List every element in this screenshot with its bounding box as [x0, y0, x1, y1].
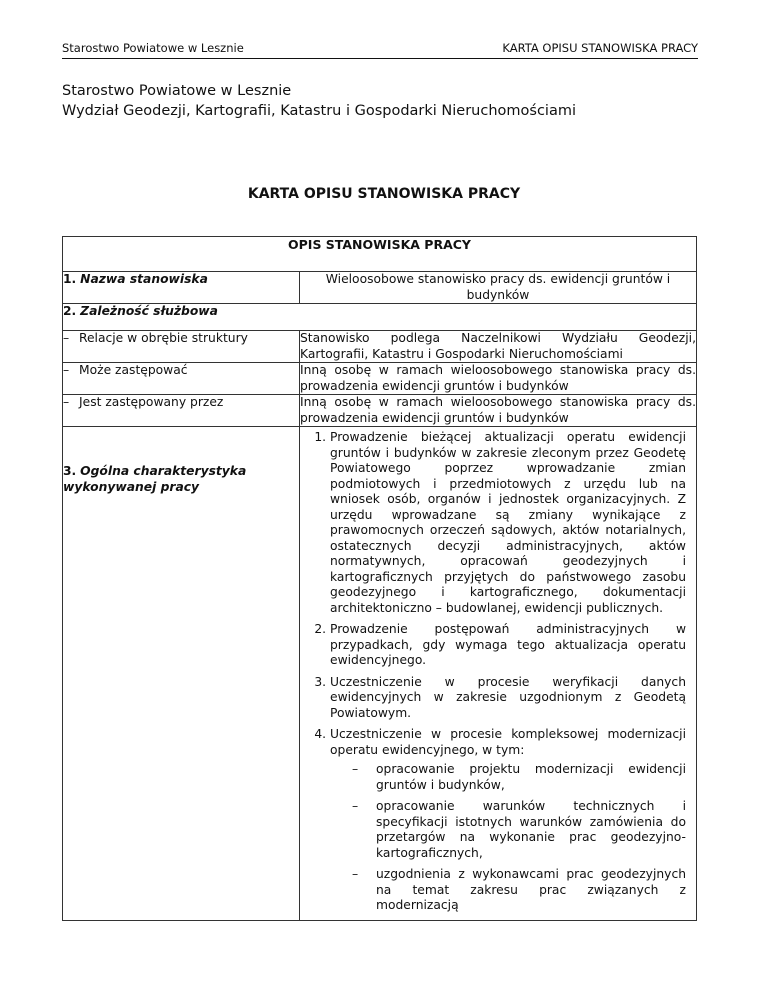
section-3-label	[63, 427, 300, 921]
dash-marker: –	[63, 395, 70, 409]
replaced-by-label-text: Jest zastępowany przez	[79, 395, 224, 409]
table-heading: OPIS STANOWISKA PRACY	[63, 237, 697, 272]
section-3-row	[63, 427, 697, 921]
replaced-by-row	[63, 395, 697, 427]
list-item: 1. Prowadzenie bieżącej aktualizacji operatu ewidencji gruntów i budynków w zakresie zleconym przez Geodetę Powiatowego poprzez wprowadzanie zmian podmiotowych i przedmiotowych z urzędu lub na wniosek osób, organów i jednostek organizacyjnych. Z urzędu wprowadzane są zmiany wynikające z prawomocnych orzeczeń sądowych, aktów notarialnych, ostatecznych decyzji administracyjnych, aktów normatywnych, opracowań geodezyjnych i kartograficznych przyjętych do państwowego zasobu geodezyjnego i kartograficznego, dokumentacji architektoniczno – budowlanej, ewidencji publicznych.	[330, 430, 686, 616]
may-replace-label-text: Może zastępować	[79, 363, 188, 377]
section-1-label	[63, 272, 300, 304]
list-item-text: Uczestniczenie w procesie kompleksowej modernizacji operatu ewidencyjnego, w tym:	[330, 727, 686, 757]
section-1-number: 1.	[63, 272, 77, 286]
sub-list-item: – uzgodnienia z wykonawcami prac geodezyjnych na temat zakresu prac związanych z modernizacją	[352, 867, 686, 914]
may-replace-row	[63, 363, 697, 395]
sub-list-item: – opracowanie projektu modernizacji ewidencji gruntów i budynków,	[352, 762, 686, 793]
relations-label-text: Relacje w obrębie struktury	[79, 331, 248, 345]
list-item: 3. Uczestniczenie w procesie weryfikacji danych ewidencyjnych w zakresie uzgodnionym z Geodetą Powiatowym.	[330, 675, 686, 722]
section-3-number: 3.	[63, 464, 77, 478]
relations-label	[63, 331, 300, 363]
section-2-row	[63, 304, 697, 331]
duties-list	[300, 430, 696, 914]
list-item: 2. Prowadzenie postępowań administracyjnych w przypadkach, gdy wymaga tego aktualizacja operatu ewidencyjnego.	[330, 622, 686, 669]
position-name-value: Wieloosobowe stanowisko pracy ds. ewidencji gruntów i budynków	[300, 272, 697, 304]
running-header-left: Starostwo Powiatowe w Lesznie	[62, 41, 244, 55]
replaced-by-label	[63, 395, 300, 427]
page-title: KARTA OPISU STANOWISKA PRACY	[247, 186, 521, 202]
section-3-title: Ogólna charakterystyka wykonywanej pracy	[63, 464, 247, 494]
section-1-row	[63, 272, 697, 304]
section-2-title: Zależność służbowa	[80, 304, 218, 318]
subduties-list	[330, 762, 686, 914]
may-replace-value: Inną osobę w ramach wieloosobowego stanowiska pracy ds. prowadzenia ewidencji gruntów i budynków	[300, 363, 696, 393]
section-2-label	[63, 304, 697, 331]
table-heading-row	[63, 237, 697, 272]
list-item	[330, 727, 686, 914]
department-name: Wydział Geodezji, Kartografii, Katastru i Gospodarki Nieruchomościami	[62, 103, 576, 119]
header-rule	[62, 58, 698, 59]
section-1-title: Nazwa stanowiska	[80, 272, 208, 286]
relations-value: Stanowisko podlega Naczelnikowi Wydziału Geodezji, Kartografii, Katastru i Gospodarki Nieruchomościami	[300, 331, 696, 361]
sub-list-item: – opracowanie warunków technicznych i specyfikacji istotnych warunków zamówienia do przetargów na wykonanie prac geodezyjno-kartograficznych,	[352, 799, 686, 861]
organization-name: Starostwo Powiatowe w Lesznie	[62, 83, 292, 99]
duties-cell	[300, 427, 697, 921]
job-description-table	[62, 236, 697, 921]
organization-block	[62, 81, 576, 121]
running-header-right: KARTA OPISU STANOWISKA PRACY	[502, 41, 698, 55]
dash-marker: –	[63, 331, 70, 345]
relations-row	[63, 331, 697, 363]
section-2-number: 2.	[63, 304, 77, 318]
replaced-by-value: Inną osobę w ramach wieloosobowego stanowiska pracy ds. prowadzenia ewidencji gruntów i budynków	[300, 395, 696, 425]
may-replace-label	[63, 363, 300, 395]
dash-marker: –	[63, 363, 70, 377]
